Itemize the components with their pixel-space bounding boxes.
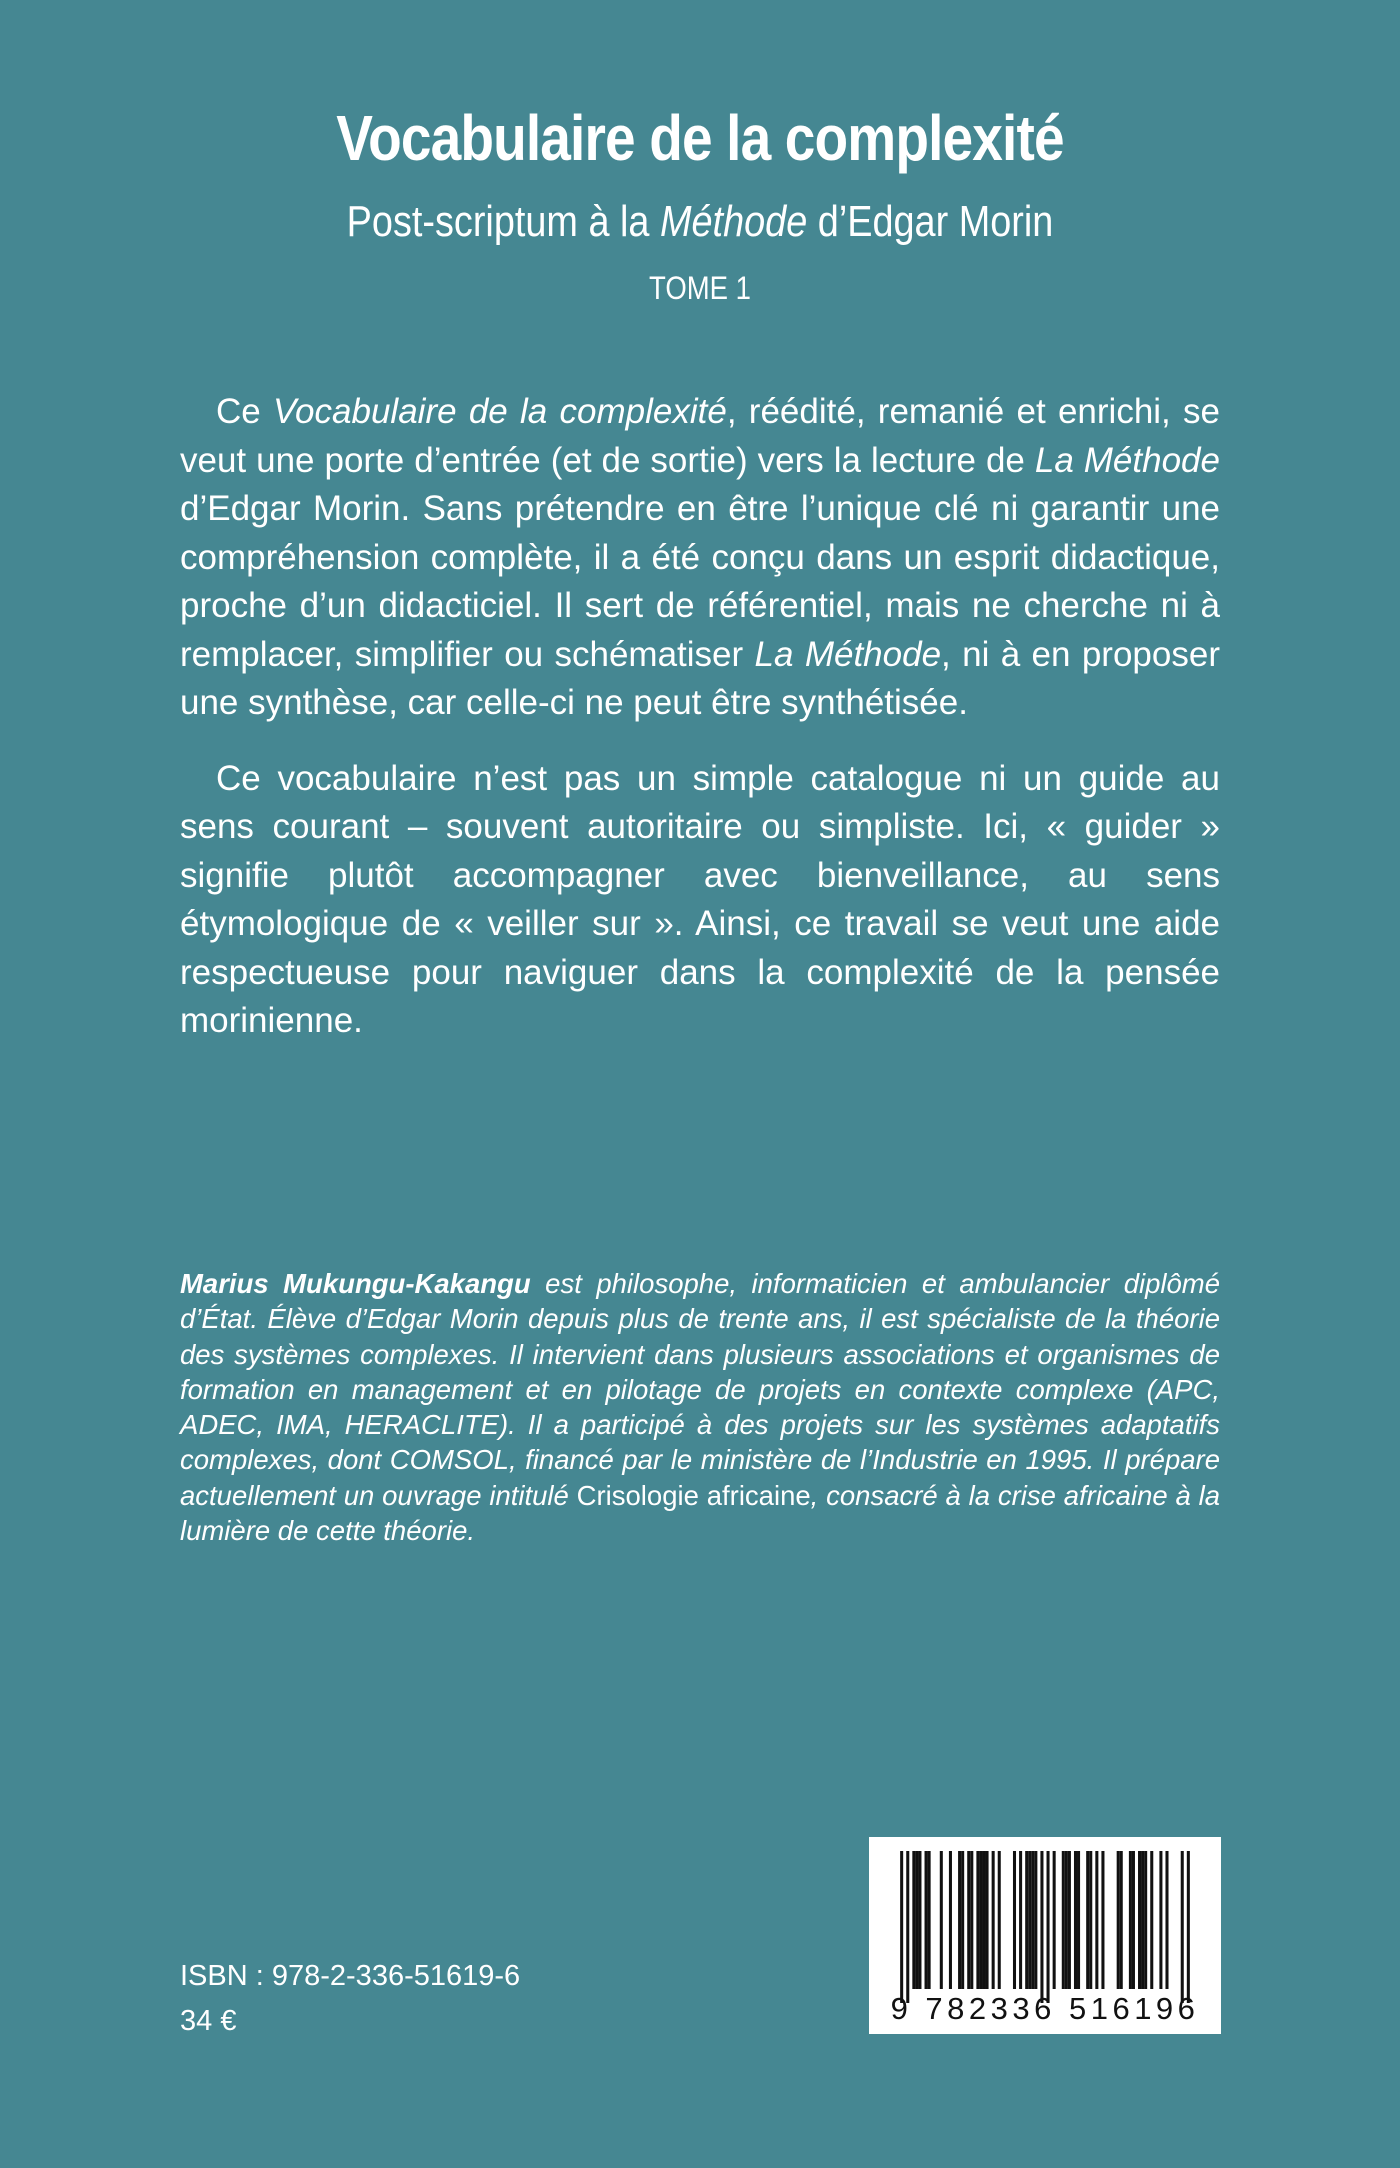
- blurb-text-run: , ni à en proposer une synthèse, car celle-ci ne peut être synthétisée.: [180, 634, 1220, 722]
- barcode-bar: [1031, 1851, 1034, 1989]
- barcode-bar: [1034, 1851, 1037, 1989]
- bio-text-1: est philosophe, informaticien et ambulancier diplômé d’État. Élève d’Edgar Morin depuis plus de trente ans, il est spécialiste de la théorie des systèmes complexes. Il intervient dans plusieurs associations et organismes de formation en management et en pilotage de projets en contexte complexe (APC, ADEC, IMA, HERACLITE). Il a participé à des projets sur les systèmes adaptatifs complexes, dont COMSOL, financé par le ministère de l’Industrie en 1995. Il prépare actuellement un ouvrage intitulé: [180, 1268, 1220, 1511]
- barcode-bar: [1019, 1851, 1022, 1989]
- price: 34 €: [180, 2005, 237, 2037]
- barcode-bar: [1138, 1851, 1141, 1989]
- barcode-bar: [1086, 1851, 1089, 1989]
- barcode-bar: [1095, 1851, 1098, 1989]
- barcode-bar: [1129, 1851, 1132, 1989]
- barcode-bar: [900, 1851, 903, 2003]
- barcode-bar: [949, 1851, 952, 1989]
- barcode-bar: [918, 1851, 921, 1989]
- isbn: ISBN : 978-2-336-51619-6: [180, 1960, 521, 1992]
- barcode-bar: [1025, 1851, 1028, 1989]
- barcode-bar: [1141, 1851, 1144, 1989]
- barcode-bar: [1047, 1851, 1050, 2003]
- blurb-italic-run: La Méthode: [1034, 440, 1220, 480]
- barcode-bar: [1089, 1851, 1092, 1989]
- blurb-italic-run: La Méthode: [754, 634, 942, 674]
- barcode-bar: [979, 1851, 982, 1989]
- barcode-bar: [1028, 1851, 1031, 1989]
- barcode-bar: [958, 1851, 961, 1989]
- tome-label: TOME 1: [649, 270, 751, 306]
- barcode-bar: [1144, 1851, 1147, 1989]
- barcode-bar: [1187, 1851, 1190, 2003]
- barcode-digits: 9 782336 516196: [890, 1991, 1200, 2026]
- barcode-bar: [1181, 1851, 1184, 2003]
- blurb-text-run: , réédité, remanié et enrichi, se veut une porte d’entrée (et de sortie) vers la lecture de: [180, 392, 1221, 480]
- subtitle-before: Post-scriptum à la: [346, 197, 660, 246]
- author-bio: [180, 1266, 1220, 1548]
- barcode-bar: [1062, 1851, 1065, 1989]
- subtitle-italic: Méthode: [659, 197, 808, 246]
- barcode-bar: [1077, 1851, 1080, 1989]
- barcode-bar: [1117, 1851, 1120, 1989]
- barcode-bar: [1074, 1851, 1077, 1989]
- barcode-bar: [986, 1851, 989, 1989]
- barcode-bar: [940, 1851, 943, 1989]
- barcode-bar: [925, 1851, 928, 1989]
- barcode-bar: [1159, 1851, 1162, 1989]
- barcode-bar: [1165, 1851, 1168, 1989]
- barcode-bar: [1150, 1851, 1153, 1989]
- barcode-bar: [1120, 1851, 1123, 1989]
- barcode-bar: [982, 1851, 985, 1989]
- blurb-text-run: Ce: [216, 392, 274, 431]
- blurb-paragraph-2: Ce vocabulaire n’est pas un simple catalogue ni un guide au sens courant – souvent autoritaire ou simpliste. Ici, « guider » signifie plutôt accompagner avec bienveillance, au sens étymologique de « veiller sur ». Ainsi, ce travail se veut une aide respectueuse pour naviguer dans la complexité de la pensée morinienne.: [180, 758, 1220, 1040]
- blurb-italic-run: Vocabulaire de la complexité: [273, 392, 727, 431]
- barcode-bar: [1040, 1851, 1043, 2003]
- barcode-bar: [906, 1851, 909, 2003]
- author-name: Marius Mukungu-Kakangu: [180, 1268, 531, 1299]
- barcode-bar: [915, 1851, 918, 1989]
- title-block: [0, 98, 1400, 310]
- barcode-bar: [1068, 1851, 1071, 1989]
- barcode-bar: [1013, 1851, 1016, 1989]
- barcode-bar: [976, 1851, 979, 1989]
- barcode-bar: [998, 1851, 1001, 1989]
- bio-text-2: , consacré à la crise africaine à la lumière de cette théorie.: [180, 1479, 1220, 1547]
- book-title: Vocabulaire de la complexité: [336, 102, 1064, 174]
- barcode-bar: [1132, 1851, 1135, 1989]
- barcode-bar: [928, 1851, 931, 1989]
- barcode-bar: [970, 1851, 973, 1989]
- bio-book-title: Crisologie africaine: [576, 1479, 811, 1511]
- barcode-bar: [912, 1851, 915, 1989]
- book-subtitle: [98, 194, 1302, 250]
- barcode-bar: [1053, 1851, 1056, 1989]
- subtitle-after: d’Edgar Morin: [807, 197, 1054, 246]
- barcode-bar: [961, 1851, 964, 1989]
- barcode: [869, 1837, 1221, 2034]
- barcode-bar: [1101, 1851, 1104, 1989]
- barcode-bar: [1065, 1851, 1068, 1989]
- blurb-text-run: d’Edgar Morin. Sans prétendre en être l’unique clé ni garantir une compréhension complète, il a été conçu dans un esprit didactique, proche d’un didacticiel. Il sert de référentiel, mais ne cherche ni à remplacer, simplifier ou schématiser: [180, 489, 1220, 674]
- blurb-paragraph-1: [180, 388, 1220, 728]
- blurb: [180, 388, 1220, 1046]
- barcode-bar: [992, 1851, 995, 1989]
- barcode-bar: [967, 1851, 970, 1989]
